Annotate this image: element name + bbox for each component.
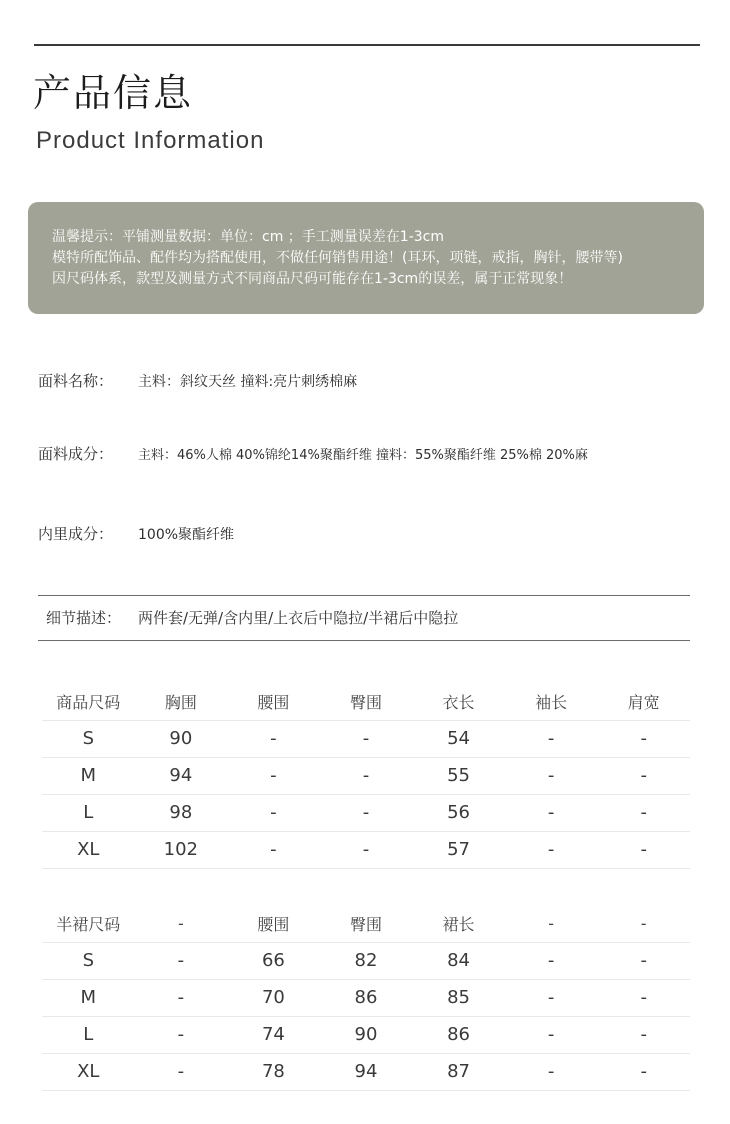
table-cell: 54 — [412, 720, 505, 757]
table-row — [42, 1053, 690, 1090]
table-cell: 86 — [320, 979, 413, 1016]
fabric-name-row — [38, 371, 357, 392]
measurement-notice — [28, 202, 704, 314]
skirt-size-table — [42, 905, 690, 1091]
table-cell: - — [320, 720, 413, 757]
fabric-composition-label: 面料成分： — [38, 445, 114, 463]
notice-line-1: 温馨提示：平铺测量数据：单位：cm ；手工测量误差在1-3cm — [52, 229, 444, 245]
detail-label: 细节描述： — [46, 609, 122, 627]
table-cell: L — [42, 1016, 135, 1053]
table-row — [42, 979, 690, 1016]
header-cell: 衣长 — [412, 683, 505, 720]
fabric-name-value: 主料：斜纹天丝 撞料:亮片刺绣棉麻 — [138, 374, 358, 390]
notice-line-3: 因尺码体系，款型及测量方式不同商品尺码可能存在1-3cm的误差，属于正常现象！ — [52, 271, 573, 287]
table-cell: - — [597, 1053, 690, 1090]
table-cell: 82 — [320, 942, 413, 979]
table-cell: 98 — [135, 794, 228, 831]
table-cell: - — [227, 757, 320, 794]
table-cell: - — [597, 757, 690, 794]
header-cell: 胸围 — [135, 683, 228, 720]
table-cell: 78 — [227, 1053, 320, 1090]
table-cell: - — [505, 1053, 598, 1090]
table-cell: S — [42, 720, 135, 757]
fabric-name-label: 面料名称： — [38, 372, 114, 390]
detail-value: 两件套/无弹/含内里/上衣后中隐拉/半裙后中隐拉 — [138, 609, 459, 627]
table-cell: - — [227, 720, 320, 757]
table-cell: 85 — [412, 979, 505, 1016]
header-cell: 腰围 — [227, 683, 320, 720]
header-cell: 臀围 — [320, 905, 413, 942]
table-cell: 70 — [227, 979, 320, 1016]
table-cell: 87 — [412, 1053, 505, 1090]
header-cell: 腰围 — [227, 905, 320, 942]
table-cell: - — [505, 831, 598, 868]
table-cell: - — [135, 979, 228, 1016]
header-cell: 半裙尺码 — [42, 905, 135, 942]
table-cell: 94 — [320, 1053, 413, 1090]
table-cell: - — [597, 1016, 690, 1053]
table-cell: 55 — [412, 757, 505, 794]
table-cell: - — [227, 831, 320, 868]
table-cell: XL — [42, 831, 135, 868]
table-cell: - — [597, 831, 690, 868]
table-cell: - — [597, 942, 690, 979]
page-subtitle: Product Information — [36, 127, 265, 154]
lining-label: 内里成分： — [38, 525, 114, 543]
table-cell: - — [505, 757, 598, 794]
header-cell: - — [505, 905, 598, 942]
header-cell: - — [135, 905, 228, 942]
detail-description — [38, 595, 690, 641]
fabric-composition-value: 主料：46%人棉 40%锦纶14%聚酯纤维 撞料：55%聚酯纤维 25%棉 20%麻 — [138, 448, 588, 463]
page-title: 产品信息 — [33, 71, 194, 115]
fabric-composition-row — [38, 444, 588, 466]
table-cell: - — [597, 794, 690, 831]
table-header-row — [42, 905, 690, 942]
table-header-row — [42, 683, 690, 720]
table-cell: - — [505, 979, 598, 1016]
table-cell: 102 — [135, 831, 228, 868]
top-size-table — [42, 683, 690, 869]
table-cell: - — [320, 794, 413, 831]
table-row — [42, 942, 690, 979]
table-cell: - — [135, 1053, 228, 1090]
table-row — [42, 720, 690, 757]
header-cell: 商品尺码 — [42, 683, 135, 720]
table-cell: - — [505, 1016, 598, 1053]
table-cell: L — [42, 794, 135, 831]
table-cell: - — [320, 757, 413, 794]
notice-line-2: 模特所配饰品、配件均为搭配使用，不做任何销售用途！(耳环，项链，戒指，胸针，腰带等) — [52, 250, 623, 266]
table-row — [42, 831, 690, 868]
table-cell: 74 — [227, 1016, 320, 1053]
table-cell: 90 — [320, 1016, 413, 1053]
table-cell: 90 — [135, 720, 228, 757]
header-cell: 肩宽 — [597, 683, 690, 720]
table-cell: - — [505, 720, 598, 757]
table-cell: - — [505, 794, 598, 831]
top-divider — [34, 44, 700, 46]
header-cell: 臀围 — [320, 683, 413, 720]
header-cell: - — [597, 905, 690, 942]
table-cell: - — [135, 1016, 228, 1053]
table-row — [42, 1016, 690, 1053]
table-cell: 66 — [227, 942, 320, 979]
table-row — [42, 757, 690, 794]
table-cell: 56 — [412, 794, 505, 831]
table-cell: - — [320, 831, 413, 868]
lining-row — [38, 524, 234, 545]
table-cell: 84 — [412, 942, 505, 979]
table-cell: M — [42, 979, 135, 1016]
table-cell: - — [597, 979, 690, 1016]
table-cell: 57 — [412, 831, 505, 868]
table-row — [42, 794, 690, 831]
table-cell: - — [227, 794, 320, 831]
table-cell: XL — [42, 1053, 135, 1090]
table-cell: S — [42, 942, 135, 979]
header-cell: 袖长 — [505, 683, 598, 720]
table-cell: 94 — [135, 757, 228, 794]
header-cell: 裙长 — [412, 905, 505, 942]
table-cell: - — [135, 942, 228, 979]
table-cell: M — [42, 757, 135, 794]
table-cell: - — [597, 720, 690, 757]
table-cell: - — [505, 942, 598, 979]
lining-value: 100%聚酯纤维 — [138, 527, 235, 543]
table-cell: 86 — [412, 1016, 505, 1053]
